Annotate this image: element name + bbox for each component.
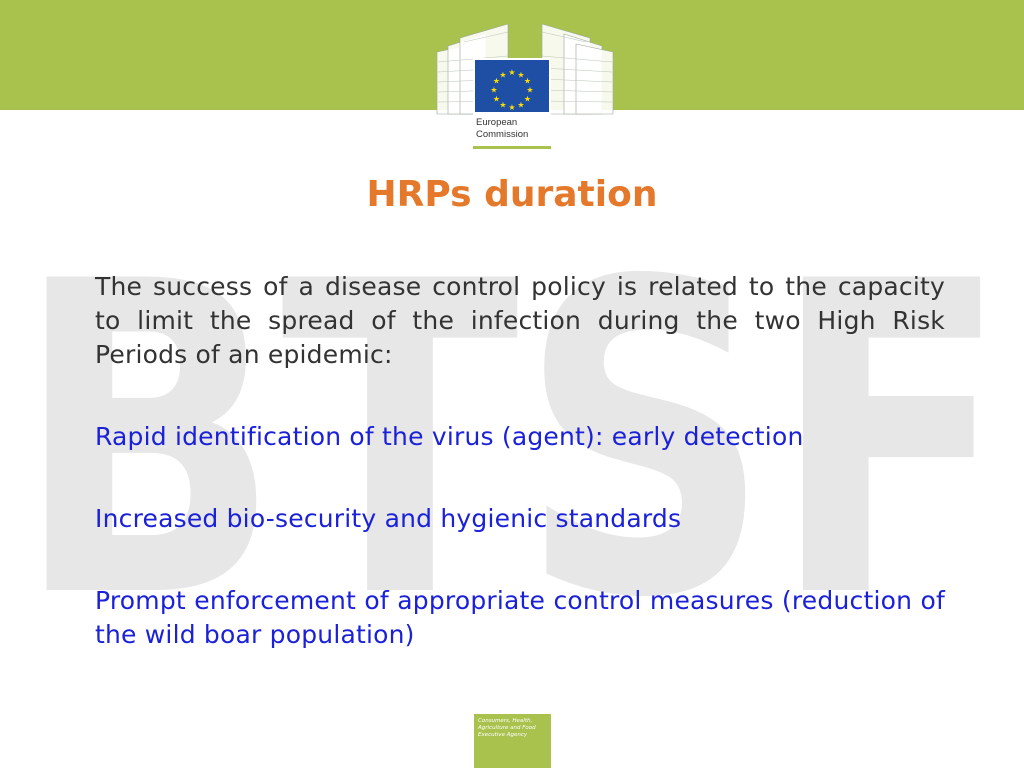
intro-paragraph: The success of a disease control policy is related to the capacity to limit the spread of the infection during the two High Risk Periods of an epidemic:: [95, 272, 945, 369]
berlaymont-building-right-icon: [542, 24, 613, 114]
svg-text:★: ★: [517, 100, 525, 110]
chafea-agency-badge: [474, 714, 551, 768]
european-commission-logo: [434, 22, 616, 149]
svg-text:★: ★: [523, 76, 532, 86]
svg-text:★: ★: [492, 94, 501, 104]
bullet-item-3: Prompt enforcement of appropriate control measures (reduction of the wild boar population): [95, 586, 945, 649]
bullet-item-1: Rapid identification of the virus (agent): early detection: [95, 422, 804, 451]
agency-name-text: Consumers, Health, Agriculture and Food Executive Agency: [478, 718, 536, 738]
svg-text:★: ★: [499, 70, 507, 80]
bullet-item-2: Increased bio-security and hygienic standards: [95, 504, 682, 533]
logo-line-1: European: [476, 117, 518, 128]
svg-text:★: ★: [499, 100, 507, 110]
svg-text:★: ★: [490, 85, 498, 95]
logo-green-underline: [473, 146, 551, 149]
logo-line-2: Commission: [476, 129, 529, 140]
svg-text:★: ★: [508, 68, 516, 77]
svg-text:★: ★: [517, 70, 525, 80]
svg-text:★: ★: [508, 103, 516, 112]
svg-text:★: ★: [492, 76, 501, 86]
svg-text:★: ★: [526, 85, 534, 95]
svg-text:★: ★: [523, 94, 532, 104]
slide-title: HRPs duration: [366, 174, 658, 215]
watermark-text: BTSF: [14, 260, 1010, 600]
